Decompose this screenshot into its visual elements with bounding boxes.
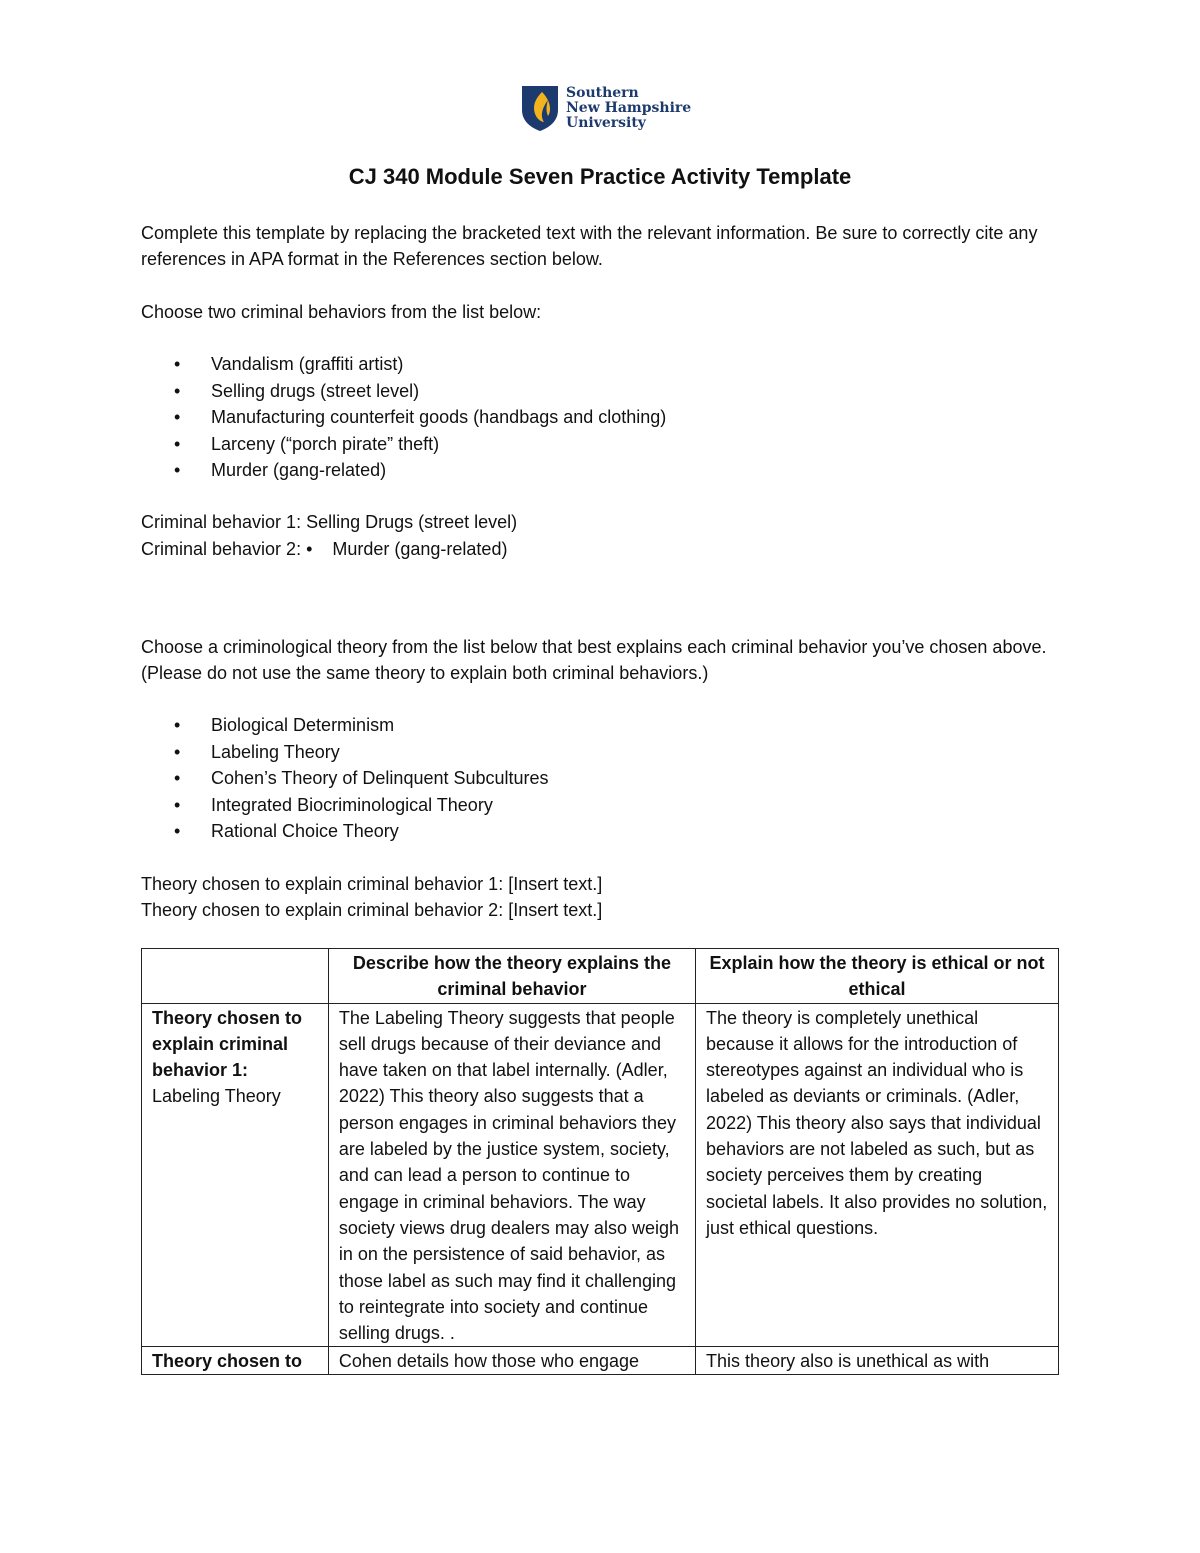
table-header-describe: Describe how the theory explains the criminal behavior: [328, 949, 695, 1004]
list-item: • Murder (gang-related): [174, 460, 387, 480]
logo-wordmark: [566, 86, 691, 131]
page-title: CJ 340 Module Seven Practice Activity Template: [348, 164, 852, 189]
row-2-heading: Theory chosen to: [152, 1351, 303, 1372]
criminal-behavior-1: Criminal behavior 1: Selling Drugs (street level): [141, 512, 518, 532]
flame-shield-icon: [520, 84, 560, 132]
table-row: [142, 1347, 1059, 1375]
list-item: • Manufacturing counterfeit goods (handbags and clothing): [174, 407, 667, 427]
list-item: • Biological Determinism: [174, 715, 395, 735]
row-1-ethics: The theory is completely unethical because it allows for the introduction of stereotypes against an individual who is labeled as deviants or criminals. (Adler, 2022) This theory also says that individual behaviors are not labeled as such, but as society perceives them by creating societal labels. It also provides no solution, just ethical questions.: [696, 1003, 1059, 1347]
list-item: • Vandalism (graffiti artist): [174, 354, 404, 374]
table-header-empty: [142, 949, 329, 1004]
row-2-heading-cell: [142, 1347, 329, 1375]
university-logo: [520, 84, 691, 132]
table-header-row: [142, 949, 1059, 1004]
row-2-ethics: This theory also is unethical as with: [706, 1351, 990, 1372]
list-item: • Labeling Theory: [174, 741, 340, 762]
table-row: [142, 1003, 1059, 1347]
list-item: • Selling drugs (street level): [174, 380, 420, 401]
theory-2-line: Theory chosen to explain criminal behavior 2: [Insert text.]: [141, 900, 603, 920]
behaviors-list: [141, 351, 666, 484]
list-item: • Larceny (“porch pirate” theft): [174, 433, 440, 454]
logo-line-1: Southern: [566, 84, 639, 101]
row-2-ethics-cell: [696, 1347, 1059, 1375]
row-1-theory-name: Labeling Theory: [152, 1086, 281, 1107]
table-header-ethics: Explain how the theory is ethical or not ethical: [696, 949, 1059, 1004]
list-item: • Cohen’s Theory of Delinquent Subcultures: [174, 768, 549, 788]
list-item: • Integrated Biocriminological Theory: [174, 794, 493, 815]
logo-line-3: University: [566, 114, 646, 131]
criminal-behavior-2: Criminal behavior 2: • Murder (gang-related): [141, 539, 508, 559]
row-1-heading: Theory chosen to explain criminal behavior 1:: [152, 1007, 303, 1081]
intro-paragraph: Complete this template by replacing the bracketed text with the relevant information. Be sure to correctly cite any references in APA format in the References section below.: [141, 223, 1038, 269]
theories-list: [141, 712, 549, 845]
logo-line-2: New Hampshire: [566, 99, 692, 116]
row-2-describe-cell: [328, 1347, 695, 1375]
row-2-describe: Cohen details how those who engage: [338, 1351, 640, 1372]
behaviors-prompt: Choose two criminal behaviors from the list below:: [141, 302, 542, 322]
row-1-describe: The Labeling Theory suggests that people sell drugs because of their deviance and have taken on that label internally. (Adler, 2022) This theory also suggests that a person engages in criminal behaviors they are labeled by the justice system, society, and can lead a person to continue to engage in criminal behaviors. The way society views drug dealers may also weigh in on the persistence of said behavior, as those label as such may find it challenging to reintegrate into society and continue selling drugs. .: [328, 1003, 695, 1347]
row-1-heading-cell: [142, 1003, 329, 1347]
theory-table: [141, 948, 1059, 1375]
list-item: • Rational Choice Theory: [174, 821, 399, 841]
theory-1-line: Theory chosen to explain criminal behavior 1: [Insert text.]: [141, 874, 603, 894]
theory-prompt: Choose a criminological theory from the list below that best explains each criminal behavior you’ve chosen above. (Please do not use the same theory to explain both criminal behaviors.): [141, 637, 1047, 683]
